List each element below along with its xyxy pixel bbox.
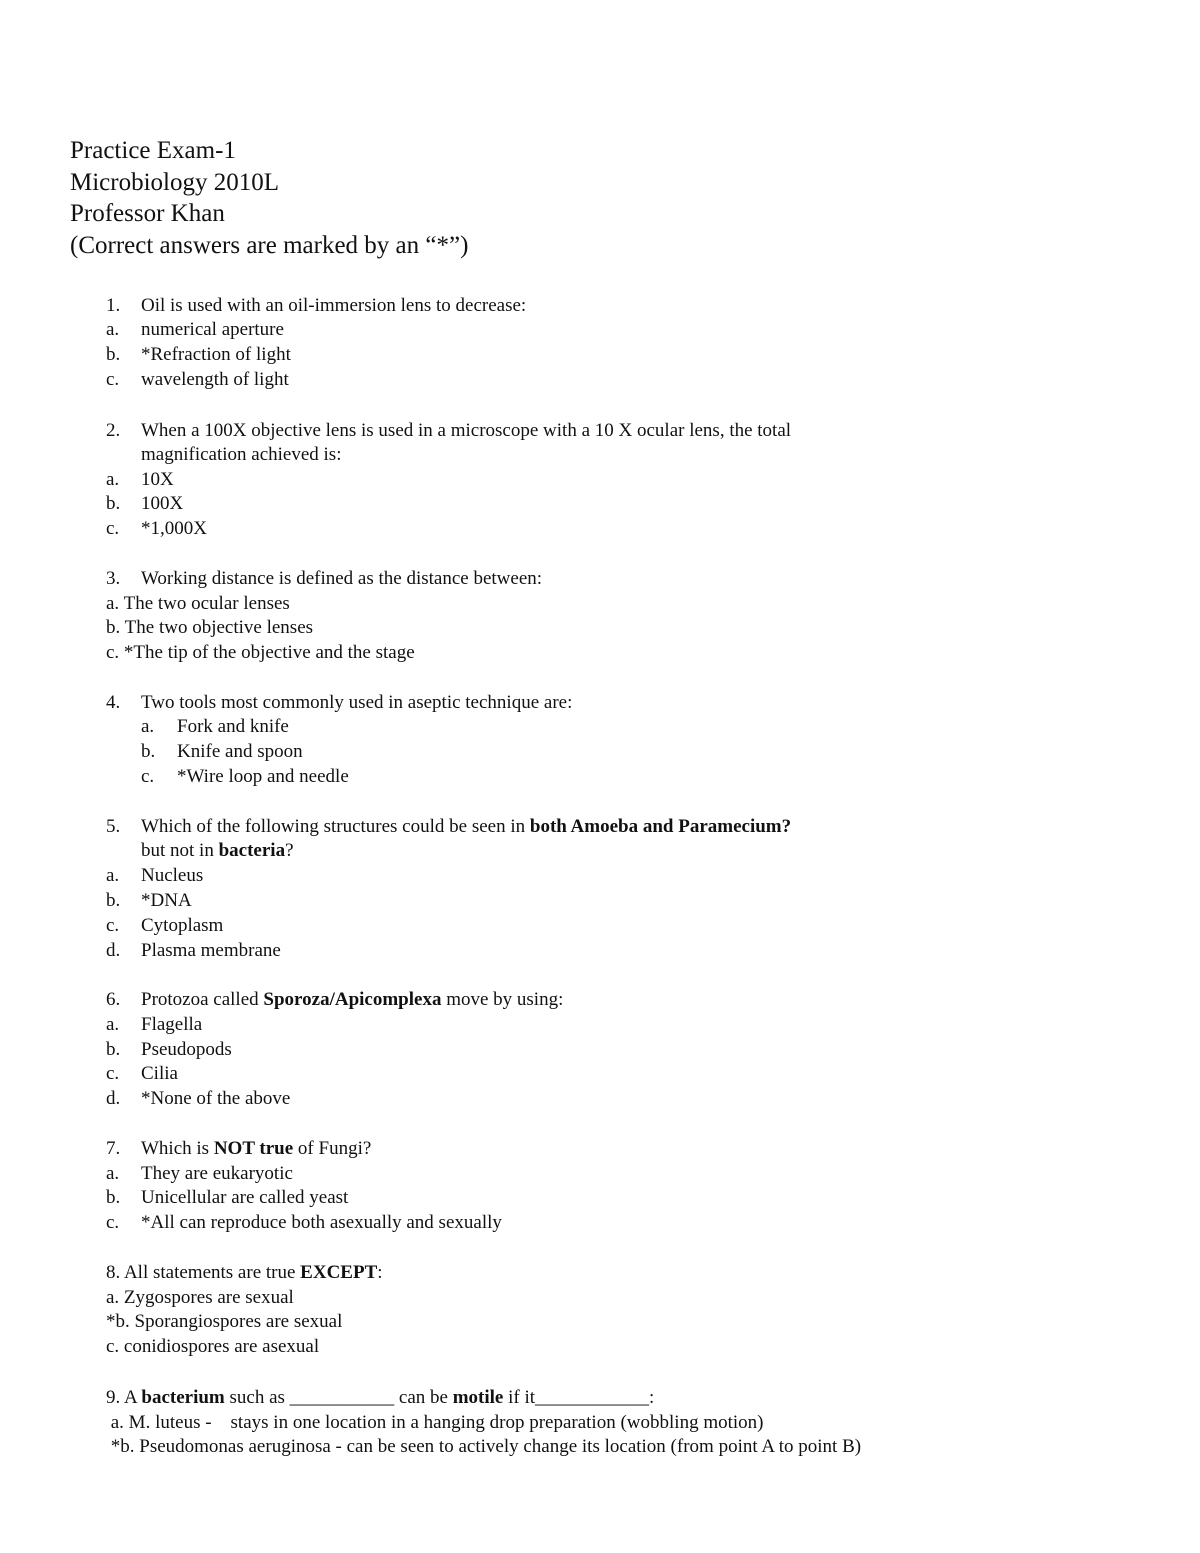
exam-page: Practice Exam-1 Microbiology 2010L Professor Khan (Correct answers are marked by an “*”) 1. Oil is used with an oil-immersion lens to decrease: a. numerical aperture b. *Refraction of light c. wavelength of light 2. When a 100X objective lens is used in a microscope with a 10 X ocular lens, the total magnification achieved is: a. 10X b. 100X c. *1,000X 3. Working distance is defined as the distance between: a. The two ocular lenses b. The two objective lenses c. *The tip of the objective and the stage 4. Two tools most commonly used in aseptic technique are: a. Fork and knife b. Knife and spoon c. *Wire loop and needle 5. Which of the following structures could be seen in both Amoeba and Paramecium? but not in bacteria? a. Nucleus b. *DNA c. Cytoplasm d. Plasma membrane 6. Protozoa called Sporoza/Apicomplexa move by using: a. Flagella b. Pseudopods c. Cilia d. *None of the above 7. Which is NOT true of Fungi? a. They are eukaryotic b. Unicellular are called yeast c. *All can reproduce both asexually and sexually 8. All statements are true EXCEPT: a. Zygospores are sexual *b. Sporangiospores are sexual c. conidiospores are asexual 9. A bacterium such as ___________ can be motile if it____________: a. M. luteus - stays in one location in a hanging drop preparation (wobbling motion) *b. Pseudomonas aeruginosa - can be seen to actively change its location (from point A to point B) — [70, 137, 862, 1457]
course-name: Microbiology 2010L — [70, 168, 280, 196]
answer-key-note: (Correct answers are marked by an “*”) — [70, 231, 469, 259]
professor-name: Professor Khan — [70, 200, 225, 227]
exam-header — [70, 135, 468, 261]
exam-title: Practice Exam-1 — [70, 137, 236, 164]
